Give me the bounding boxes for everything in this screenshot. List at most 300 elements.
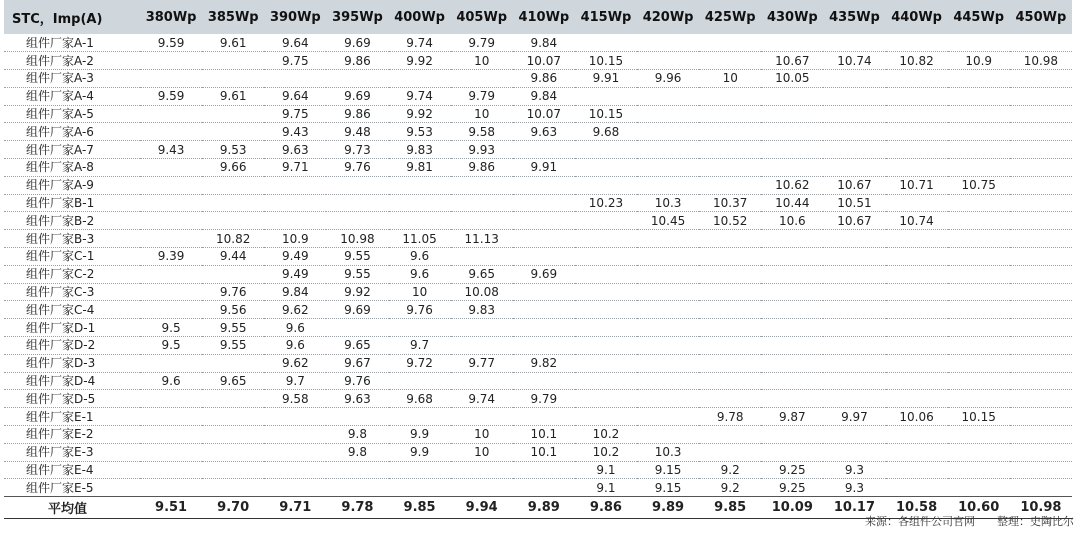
imp-value: 10.82 <box>886 52 948 70</box>
imp-value <box>886 283 948 301</box>
imp-value: 10.3 <box>637 443 699 461</box>
manufacturer-name: 组件厂家A-1 <box>4 34 140 52</box>
table-row <box>4 230 1072 248</box>
imp-value <box>1010 461 1072 479</box>
imp-value <box>326 319 388 337</box>
imp-value <box>948 461 1010 479</box>
imp-value <box>948 319 1010 337</box>
imp-value <box>1010 479 1072 497</box>
imp-value <box>575 87 637 105</box>
imp-value: 9.61 <box>202 87 264 105</box>
average-value: 9.85 <box>699 497 761 519</box>
imp-value <box>761 87 823 105</box>
table-header <box>4 0 1072 34</box>
imp-value <box>140 70 202 88</box>
imp-value: 10 <box>451 426 513 444</box>
imp-value <box>948 390 1010 408</box>
manufacturer-name: 组件厂家E-4 <box>4 461 140 479</box>
imp-value: 9.6 <box>264 319 326 337</box>
imp-value <box>761 283 823 301</box>
imp-value <box>513 194 575 212</box>
imp-value <box>575 319 637 337</box>
imp-value <box>886 319 948 337</box>
average-value: 9.86 <box>575 497 637 519</box>
imp-value <box>389 212 451 230</box>
imp-value <box>948 230 1010 248</box>
imp-value: 10.15 <box>575 105 637 123</box>
imp-value <box>637 408 699 426</box>
table-row <box>4 426 1072 444</box>
imp-value <box>389 461 451 479</box>
imp-value: 9.67 <box>326 354 388 372</box>
table-row <box>4 283 1072 301</box>
imp-value <box>575 408 637 426</box>
imp-value: 10.75 <box>948 176 1010 194</box>
imp-value: 10.1 <box>513 443 575 461</box>
imp-value <box>140 230 202 248</box>
imp-value: 9.64 <box>264 87 326 105</box>
imp-value: 9.77 <box>451 354 513 372</box>
imp-value <box>264 461 326 479</box>
imp-value <box>948 301 1010 319</box>
imp-value <box>948 283 1010 301</box>
manufacturer-name: 组件厂家C-3 <box>4 283 140 301</box>
imp-value: 10.67 <box>823 176 885 194</box>
imp-value <box>823 159 885 177</box>
imp-value <box>389 372 451 390</box>
imp-value <box>886 248 948 266</box>
imp-value <box>761 123 823 141</box>
imp-value: 9.96 <box>637 70 699 88</box>
table-row <box>4 390 1072 408</box>
imp-value: 9.72 <box>389 354 451 372</box>
imp-value <box>575 390 637 408</box>
imp-value <box>1010 34 1072 52</box>
imp-value: 10.15 <box>575 52 637 70</box>
source-text: 来源：各组件公司官网 <box>865 515 975 528</box>
imp-value <box>575 248 637 266</box>
column-header: 400Wp <box>389 0 451 34</box>
imp-value <box>948 34 1010 52</box>
imp-value: 9.92 <box>326 283 388 301</box>
average-value: 9.70 <box>202 497 264 519</box>
imp-value: 9.8 <box>326 426 388 444</box>
imp-value <box>948 105 1010 123</box>
imp-value: 9.58 <box>264 390 326 408</box>
imp-value: 9.48 <box>326 123 388 141</box>
imp-value: 9.9 <box>389 426 451 444</box>
imp-value <box>637 141 699 159</box>
imp-value: 9.58 <box>451 123 513 141</box>
imp-value <box>202 426 264 444</box>
imp-value <box>761 141 823 159</box>
column-header: 450Wp <box>1010 0 1072 34</box>
average-value: 9.89 <box>513 497 575 519</box>
imp-value <box>389 319 451 337</box>
imp-value: 9.87 <box>761 408 823 426</box>
imp-value <box>886 34 948 52</box>
imp-value <box>264 426 326 444</box>
imp-value <box>202 52 264 70</box>
imp-value: 9.69 <box>513 265 575 283</box>
imp-value <box>699 87 761 105</box>
imp-value: 9.92 <box>389 52 451 70</box>
table-row <box>4 408 1072 426</box>
imp-value <box>202 408 264 426</box>
average-value: 9.94 <box>451 497 513 519</box>
imp-value: 9.6 <box>389 265 451 283</box>
imp-value: 9.76 <box>202 283 264 301</box>
imp-value <box>1010 283 1072 301</box>
imp-value <box>202 265 264 283</box>
imp-value <box>823 283 885 301</box>
imp-value <box>264 194 326 212</box>
imp-value <box>948 265 1010 283</box>
table-row <box>4 52 1072 70</box>
imp-value <box>886 354 948 372</box>
imp-value: 9.69 <box>326 34 388 52</box>
average-value: 10.60 <box>948 497 1010 519</box>
imp-value: 10.3 <box>637 194 699 212</box>
imp-value <box>140 123 202 141</box>
imp-value <box>264 408 326 426</box>
table-row <box>4 443 1072 461</box>
imp-value: 10.23 <box>575 194 637 212</box>
imp-value <box>948 141 1010 159</box>
imp-value <box>326 479 388 497</box>
imp-value: 9.6 <box>140 372 202 390</box>
imp-value: 9.68 <box>389 390 451 408</box>
imp-value <box>513 319 575 337</box>
imp-value <box>326 461 388 479</box>
imp-value <box>948 426 1010 444</box>
imp-value: 10.9 <box>948 52 1010 70</box>
imp-value <box>1010 194 1072 212</box>
imp-value <box>699 141 761 159</box>
imp-value <box>1010 230 1072 248</box>
imp-value: 10.82 <box>202 230 264 248</box>
imp-value: 9.59 <box>140 87 202 105</box>
imp-value <box>264 212 326 230</box>
manufacturer-name: 组件厂家C-1 <box>4 248 140 266</box>
imp-value: 10.62 <box>761 176 823 194</box>
imp-value: 9.76 <box>326 372 388 390</box>
imp-value <box>513 248 575 266</box>
source-note <box>865 513 1074 529</box>
imp-value: 10.07 <box>513 105 575 123</box>
column-header: 430Wp <box>761 0 823 34</box>
imp-value <box>389 176 451 194</box>
table-row <box>4 479 1072 497</box>
imp-value <box>823 443 885 461</box>
imp-value <box>886 265 948 283</box>
imp-value <box>886 479 948 497</box>
imp-value <box>761 159 823 177</box>
imp-value <box>823 248 885 266</box>
imp-value <box>761 354 823 372</box>
imp-value: 9.69 <box>326 301 388 319</box>
imp-value <box>823 265 885 283</box>
imp-value <box>699 426 761 444</box>
imp-value: 9.44 <box>202 248 264 266</box>
imp-value: 9.55 <box>202 337 264 355</box>
imp-value: 9.92 <box>389 105 451 123</box>
imp-value: 9.63 <box>264 141 326 159</box>
table-row <box>4 354 1072 372</box>
imp-value: 9.61 <box>202 34 264 52</box>
imp-value: 9.55 <box>326 248 388 266</box>
manufacturer-name: 组件厂家E-5 <box>4 479 140 497</box>
imp-value <box>886 337 948 355</box>
table-row <box>4 34 1072 52</box>
imp-value <box>1010 319 1072 337</box>
imp-value <box>513 230 575 248</box>
table-row <box>4 70 1072 88</box>
imp-value <box>699 390 761 408</box>
imp-value <box>1010 123 1072 141</box>
manufacturer-name: 组件厂家A-2 <box>4 52 140 70</box>
column-header: 445Wp <box>948 0 1010 34</box>
manufacturer-name: 组件厂家A-3 <box>4 70 140 88</box>
imp-value: 9.62 <box>264 301 326 319</box>
imp-value <box>264 70 326 88</box>
imp-value <box>886 123 948 141</box>
imp-value <box>761 230 823 248</box>
imp-value: 9.43 <box>140 141 202 159</box>
imp-value <box>513 372 575 390</box>
imp-value <box>202 70 264 88</box>
imp-value: 9.1 <box>575 479 637 497</box>
imp-value <box>823 105 885 123</box>
imp-value: 9.8 <box>326 443 388 461</box>
imp-value: 9.6 <box>389 248 451 266</box>
imp-value: 9.43 <box>264 123 326 141</box>
imp-value <box>948 443 1010 461</box>
imp-value: 10.07 <box>513 52 575 70</box>
imp-value: 9.78 <box>699 408 761 426</box>
manufacturer-name: 组件厂家D-4 <box>4 372 140 390</box>
average-label: 平均值 <box>4 497 140 519</box>
imp-value: 9.79 <box>451 34 513 52</box>
imp-value: 10 <box>699 70 761 88</box>
imp-value: 10.44 <box>761 194 823 212</box>
manufacturer-name: 组件厂家B-1 <box>4 194 140 212</box>
imp-value <box>202 176 264 194</box>
imp-value: 10.67 <box>761 52 823 70</box>
imp-value: 10.37 <box>699 194 761 212</box>
imp-value <box>1010 212 1072 230</box>
imp-value <box>637 105 699 123</box>
imp-value: 9.56 <box>202 301 264 319</box>
imp-value <box>513 212 575 230</box>
imp-value <box>886 87 948 105</box>
imp-value: 10.67 <box>823 212 885 230</box>
imp-value: 10.1 <box>513 426 575 444</box>
imp-value <box>1010 426 1072 444</box>
table-row <box>4 159 1072 177</box>
imp-value <box>823 354 885 372</box>
imp-value <box>202 479 264 497</box>
imp-value <box>699 34 761 52</box>
imp-value <box>637 337 699 355</box>
imp-value <box>948 194 1010 212</box>
imp-value <box>637 123 699 141</box>
imp-value <box>326 212 388 230</box>
imp-value <box>140 479 202 497</box>
imp-value <box>451 461 513 479</box>
manufacturer-name: 组件厂家D-1 <box>4 319 140 337</box>
imp-value <box>699 337 761 355</box>
imp-value: 9.49 <box>264 265 326 283</box>
imp-value: 10.2 <box>575 443 637 461</box>
imp-value <box>761 337 823 355</box>
imp-value: 9.91 <box>575 70 637 88</box>
imp-value <box>264 443 326 461</box>
imp-value <box>140 301 202 319</box>
imp-value <box>389 408 451 426</box>
imp-value <box>761 372 823 390</box>
compiler-text: 整理：史陶比尔 <box>997 515 1074 528</box>
imp-value <box>1010 248 1072 266</box>
imp-value <box>202 443 264 461</box>
imp-value <box>1010 408 1072 426</box>
imp-value <box>699 319 761 337</box>
column-header: 405Wp <box>451 0 513 34</box>
imp-value <box>451 372 513 390</box>
imp-value <box>575 176 637 194</box>
imp-value <box>140 426 202 444</box>
imp-value <box>1010 337 1072 355</box>
imp-value: 9.86 <box>513 70 575 88</box>
imp-value: 9.9 <box>389 443 451 461</box>
imp-value <box>513 283 575 301</box>
imp-value: 9.65 <box>326 337 388 355</box>
imp-value <box>451 248 513 266</box>
imp-value: 10 <box>451 443 513 461</box>
imp-value <box>575 283 637 301</box>
imp-value <box>389 479 451 497</box>
imp-value <box>886 105 948 123</box>
imp-value <box>761 105 823 123</box>
imp-value: 9.74 <box>451 390 513 408</box>
imp-value <box>699 123 761 141</box>
imp-value: 9.1 <box>575 461 637 479</box>
imp-value <box>140 390 202 408</box>
imp-value <box>823 372 885 390</box>
imp-value <box>699 52 761 70</box>
average-value: 9.78 <box>326 497 388 519</box>
imp-value: 9.6 <box>264 337 326 355</box>
imp-value <box>886 461 948 479</box>
imp-value <box>451 70 513 88</box>
imp-value: 9.53 <box>389 123 451 141</box>
imp-value <box>637 354 699 372</box>
imp-value: 10.98 <box>1010 52 1072 70</box>
imp-value: 9.97 <box>823 408 885 426</box>
imp-value: 9.65 <box>451 265 513 283</box>
imp-value: 10.2 <box>575 426 637 444</box>
imp-value: 10.71 <box>886 176 948 194</box>
imp-value: 9.76 <box>389 301 451 319</box>
imp-value <box>823 230 885 248</box>
imp-value <box>575 301 637 319</box>
column-header: 395Wp <box>326 0 388 34</box>
manufacturer-name: 组件厂家A-5 <box>4 105 140 123</box>
imp-value <box>140 105 202 123</box>
imp-value <box>140 408 202 426</box>
imp-value: 9.66 <box>202 159 264 177</box>
imp-value <box>326 70 388 88</box>
imp-value <box>823 141 885 159</box>
imp-value <box>699 283 761 301</box>
imp-value <box>202 461 264 479</box>
manufacturer-name: 组件厂家E-1 <box>4 408 140 426</box>
imp-value <box>886 301 948 319</box>
manufacturer-name: 组件厂家B-2 <box>4 212 140 230</box>
imp-value <box>1010 176 1072 194</box>
imp-value <box>575 265 637 283</box>
table-row <box>4 265 1072 283</box>
imp-value: 9.53 <box>202 141 264 159</box>
imp-value <box>513 408 575 426</box>
imp-value <box>140 443 202 461</box>
imp-value <box>637 390 699 408</box>
imp-value <box>451 479 513 497</box>
table-row <box>4 176 1072 194</box>
imp-value <box>761 248 823 266</box>
imp-value: 9.79 <box>451 87 513 105</box>
imp-value <box>575 337 637 355</box>
imp-value: 9.7 <box>389 337 451 355</box>
imp-value <box>140 354 202 372</box>
imp-value <box>699 248 761 266</box>
imp-value: 10.6 <box>761 212 823 230</box>
average-value: 10.17 <box>823 497 885 519</box>
imp-value <box>699 105 761 123</box>
imp-value <box>575 34 637 52</box>
imp-value: 10 <box>451 52 513 70</box>
imp-value <box>823 87 885 105</box>
imp-value <box>886 70 948 88</box>
imp-value: 9.75 <box>264 105 326 123</box>
imp-value <box>1010 105 1072 123</box>
imp-value <box>140 52 202 70</box>
imp-value <box>886 372 948 390</box>
imp-value: 9.84 <box>513 34 575 52</box>
imp-value <box>575 212 637 230</box>
imp-value: 10.52 <box>699 212 761 230</box>
imp-value <box>637 159 699 177</box>
imp-value: 9.84 <box>264 283 326 301</box>
imp-value: 9.3 <box>823 479 885 497</box>
imp-value <box>637 265 699 283</box>
imp-value <box>513 176 575 194</box>
imp-value <box>948 248 1010 266</box>
column-header: 390Wp <box>264 0 326 34</box>
imp-value: 9.25 <box>761 479 823 497</box>
imp-value: 11.05 <box>389 230 451 248</box>
imp-value: 9.7 <box>264 372 326 390</box>
imp-value <box>637 52 699 70</box>
imp-value: 9.68 <box>575 123 637 141</box>
manufacturer-name: 组件厂家B-3 <box>4 230 140 248</box>
imp-value <box>451 408 513 426</box>
imp-value <box>140 159 202 177</box>
imp-value: 9.59 <box>140 34 202 52</box>
table-row <box>4 105 1072 123</box>
imp-value: 10.98 <box>326 230 388 248</box>
imp-value: 10.08 <box>451 283 513 301</box>
